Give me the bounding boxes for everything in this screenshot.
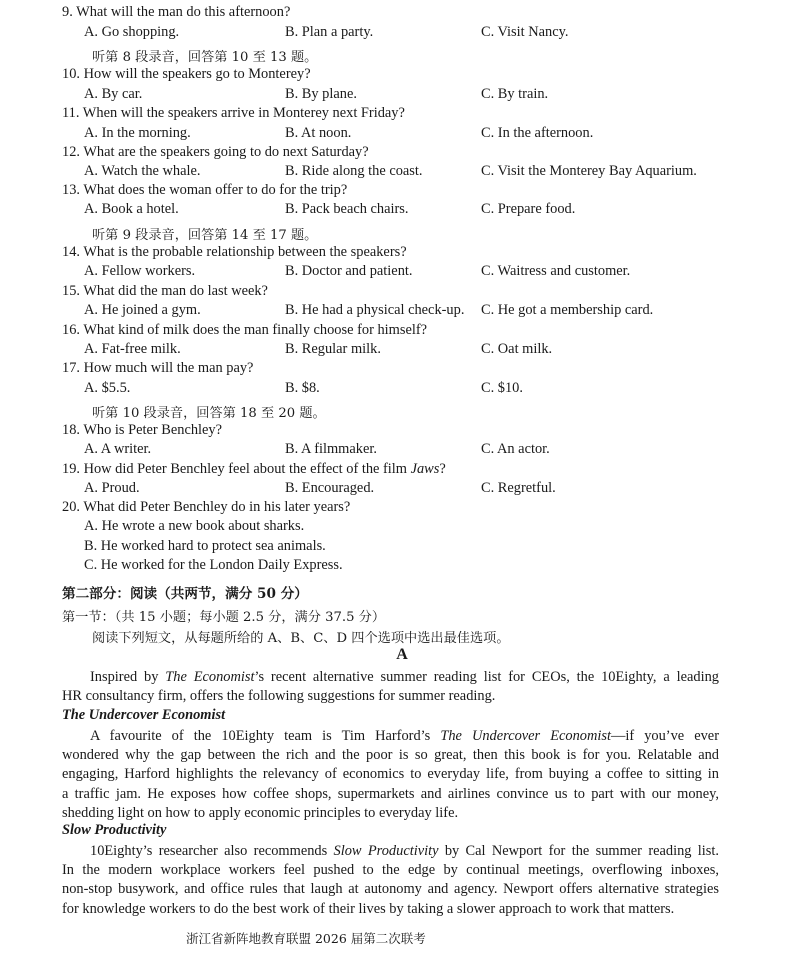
intro-line-2: HR consultancy firm, offers the following suggestions for summer reading.	[62, 688, 496, 705]
part2-title: 第二部分：阅读（共两节，满分 50 分）	[62, 586, 308, 602]
intro-line-1: Inspired by The Economist’s recent alternative summer reading list for CEOs, the 10Eighty, a leading	[90, 669, 719, 685]
option-b: B. Pack beach chairs.	[285, 201, 409, 217]
option-a: A. Book a hotel.	[84, 201, 179, 217]
book2-line-1: 10Eighty’s researcher also recommends Slow Productivity by Cal Newport for the summer reading list.	[90, 843, 720, 859]
book1-line-3: engaging, Harford highlights the relevancy of economics to everyday life, from buying a coffee to sitting in	[62, 766, 719, 783]
option-c: C. Prepare food.	[481, 201, 576, 217]
book1-line-2: wondered why the gap between the rich and the poor is so great, then this book is for you. Relatable and	[62, 747, 719, 764]
option-b: B. Doctor and patient.	[285, 263, 413, 279]
option-b: B. Ride along the coast.	[285, 163, 423, 179]
book2-heading: Slow Productivity	[62, 822, 167, 838]
option-c: C. He got a membership card.	[481, 302, 654, 318]
option-c: C. By train.	[481, 86, 549, 102]
question-18: 18. Who is Peter Benchley?	[62, 422, 222, 438]
option-c: C. $10.	[481, 380, 523, 396]
footer: 浙江省新阵地教育联盟 2026 届第二次联考	[186, 931, 426, 946]
option-b: B. At noon.	[285, 125, 352, 141]
option-b: B. Plan a party.	[285, 24, 374, 40]
book1-heading: The Undercover Economist	[62, 707, 226, 723]
book2-line-2: In the modern workplace workers feel pushed to the edge by continual meetings, overflowing inboxes,	[62, 862, 719, 879]
option-b: B. He worked hard to protect sea animals.	[84, 538, 326, 554]
option-b: B. Encouraged.	[285, 480, 375, 496]
option-a: A. Fat-free milk.	[84, 341, 181, 357]
option-a: A. Proud.	[84, 480, 140, 496]
option-c: C. He worked for the London Daily Express.	[84, 557, 343, 573]
option-c: C. Waitress and customer.	[481, 263, 631, 279]
option-c: C. Regretful.	[481, 480, 556, 496]
question-15: 15. What did the man do last week?	[62, 283, 268, 299]
instruction-segment-8: 听第 8 段录音，回答第 10 至 13 题。	[92, 50, 318, 65]
option-c: C. Visit Nancy.	[481, 24, 569, 40]
book1-line-1: A favourite of the 10Eighty team is Tim Harford’s The Undercover Economist—if you’ve ever	[90, 728, 719, 744]
option-b: B. By plane.	[285, 86, 357, 102]
option-a: A. Watch the whale.	[84, 163, 201, 179]
question-17: 17. How much will the man pay?	[62, 360, 254, 376]
question-9: 9. What will the man do this afternoon?	[62, 4, 291, 20]
option-a: A. $5.5.	[84, 380, 131, 396]
option-a: A. Go shopping.	[84, 24, 180, 40]
option-a: A. Fellow workers.	[84, 263, 196, 279]
option-c: C. Visit the Monterey Bay Aquarium.	[481, 163, 697, 179]
question-14: 14. What is the probable relationship between the speakers?	[62, 244, 407, 260]
option-a: A. He wrote a new book about sharks.	[84, 518, 305, 534]
option-c: C. Oat milk.	[481, 341, 553, 357]
option-c: C. In the afternoon.	[481, 125, 594, 141]
instruction-segment-9: 听第 9 段录音，回答第 14 至 17 题。	[92, 228, 318, 243]
book1-line-5: shedding light on how to apply economic principles to everyday life.	[62, 804, 459, 821]
question-13: 13. What does the woman offer to do for the trip?	[62, 182, 348, 198]
option-b: B. A filmmaker.	[285, 441, 377, 457]
book2-line-4: for knowledge workers to do the best work of their lives by taking a slower approach to work that matters.	[62, 900, 675, 917]
option-b: B. $8.	[285, 380, 320, 396]
option-a: A. He joined a gym.	[84, 302, 201, 318]
option-a: A. A writer.	[84, 441, 152, 457]
question-19: 19. How did Peter Benchley feel about the effect of the film Jaws?	[62, 461, 446, 477]
book2-line-3: non-stop busywork, and office rules that laugh at autonomy and agency. Newport offers alternative strategies	[62, 881, 719, 898]
option-a: A. By car.	[84, 86, 143, 102]
passage-intro	[62, 668, 719, 706]
option-a: A. In the morning.	[84, 125, 191, 141]
question-16: 16. What kind of milk does the man finally choose for himself?	[62, 322, 428, 338]
book1-paragraph	[62, 727, 719, 823]
option-b: B. Regular milk.	[285, 341, 381, 357]
question-10: 10. How will the speakers go to Monterey?	[62, 66, 311, 82]
question-11: 11. When will the speakers arrive in Monterey next Friday?	[62, 105, 405, 121]
book1-line-4: a traffic jam. He exposes how coffee shops, supermarkets and airlines convince us to part with our money,	[62, 785, 719, 802]
directions: 阅读下列短文，从每题所给的 A、B、C、D 四个选项中选出最佳选项。	[92, 631, 510, 646]
option-c: C. An actor.	[481, 441, 550, 457]
question-12: 12. What are the speakers going to do next Saturday?	[62, 144, 369, 160]
instruction-segment-10: 听第 10 段录音，回答第 18 至 20 题。	[92, 406, 326, 421]
book2-paragraph	[62, 842, 719, 919]
section1-title: 第一节：（共 15 小题；每小题 2.5 分，满分 37.5 分）	[62, 610, 386, 625]
question-20: 20. What did Peter Benchley do in his later years?	[62, 499, 351, 515]
passage-letter: A	[396, 646, 408, 663]
option-b: B. He had a physical check-up.	[285, 302, 465, 318]
